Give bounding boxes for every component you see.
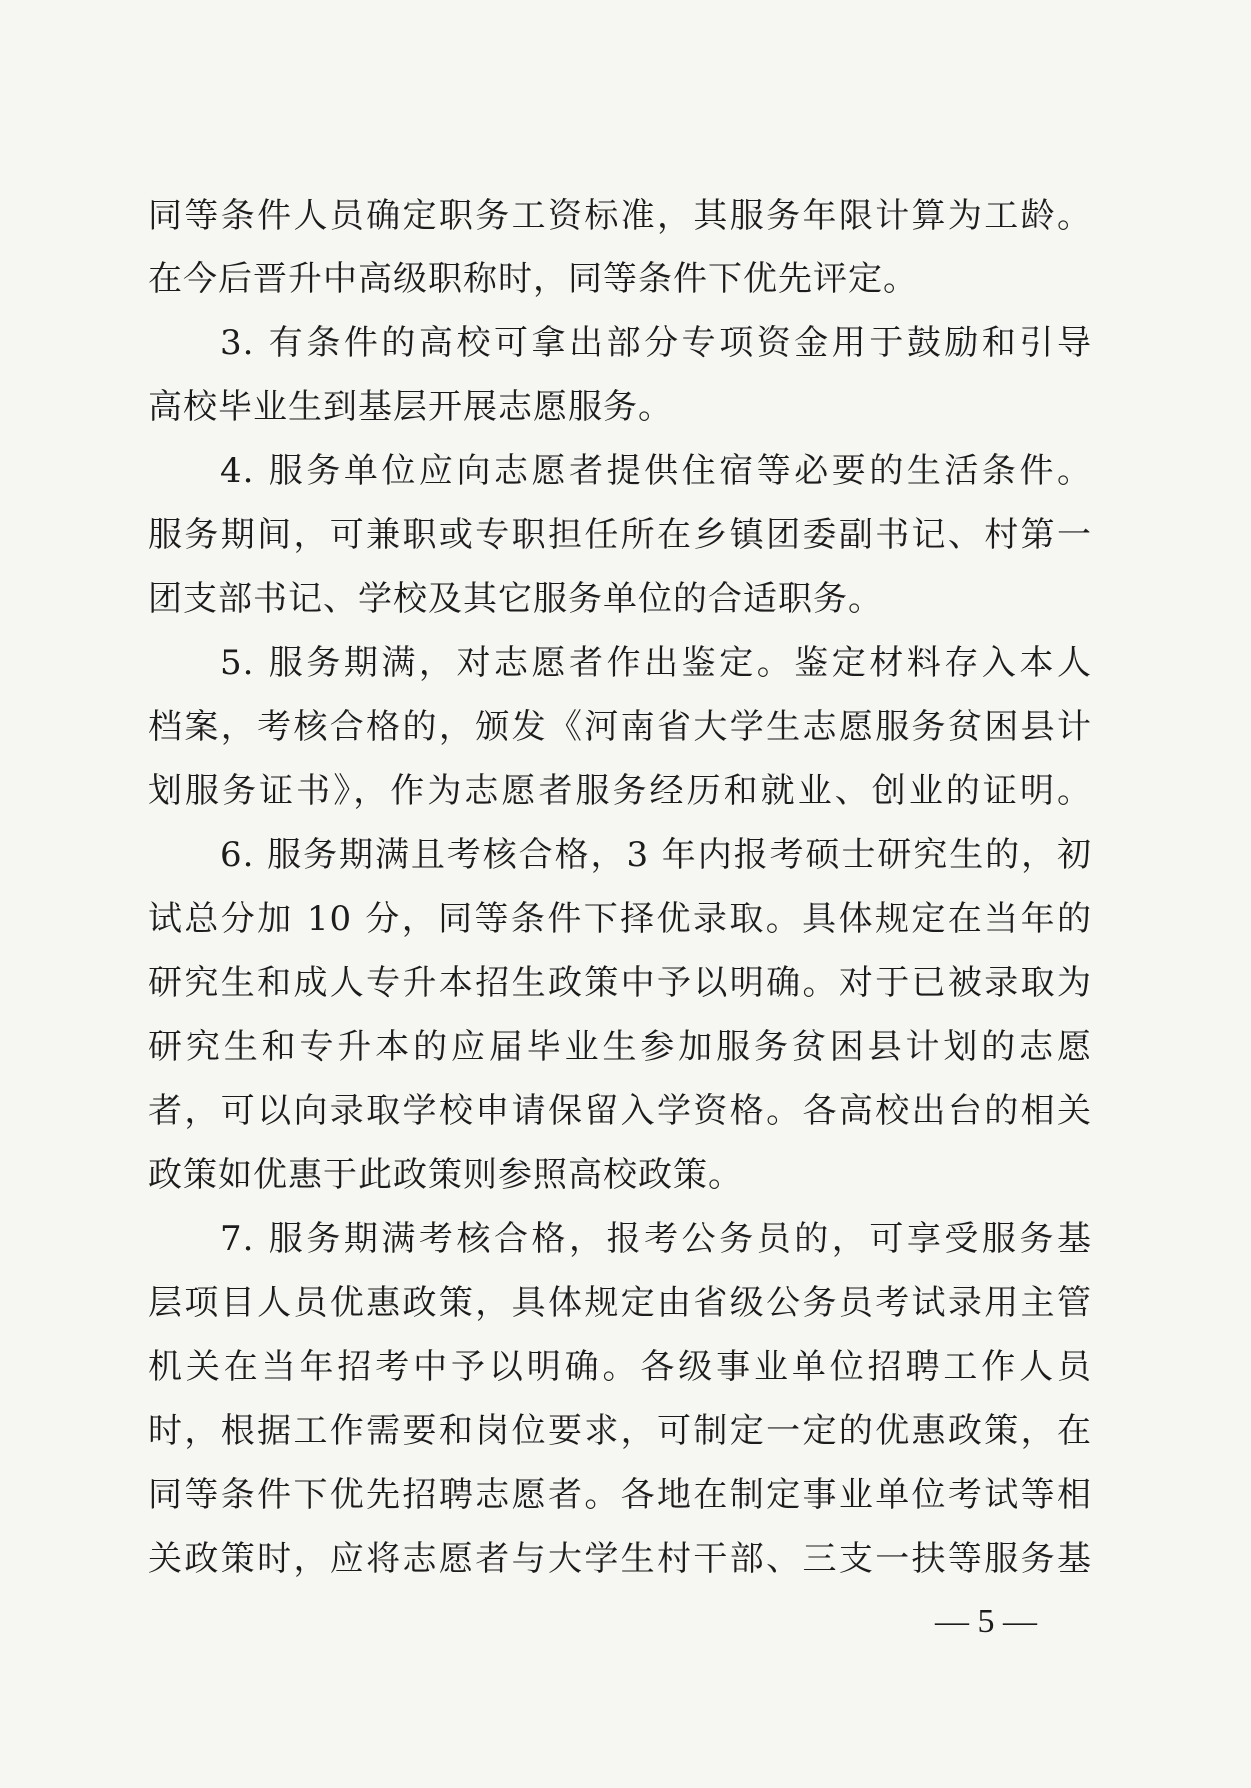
text-line-3: 3. 有条件的高校可拿出部分专项资金用于鼓励和引导 [220, 323, 1092, 363]
text-line-1: 同等条件人员确定职务工资标准，其服务年限计算为工龄。 [148, 196, 1092, 236]
text-line-6: 服务期间，可兼职或专职担任所在乡镇团委副书记、村第一 [148, 515, 1092, 555]
text-line-14: 研究生和专升本的应届毕业生参加服务贫困县计划的志愿 [148, 1027, 1092, 1067]
text-line-20: 时，根据工作需要和岗位要求，可制定一定的优惠政策，在 [148, 1411, 1092, 1451]
text-line-17: 7. 服务期满考核合格，报考公务员的，可享受服务基 [220, 1219, 1092, 1259]
text-line-2: 在今后晋升中高级职称时，同等条件下优先评定。 [148, 259, 918, 299]
text-line-8: 5. 服务期满，对志愿者作出鉴定。鉴定材料存入本人 [220, 643, 1092, 683]
text-line-12: 试总分加 10 分，同等条件下择优录取。具体规定在当年的 [148, 899, 1092, 939]
text-line-18: 层项目人员优惠政策，具体规定由省级公务员考试录用主管 [148, 1283, 1092, 1323]
text-line-15: 者，可以向录取学校申请保留入学资格。各高校出台的相关 [148, 1091, 1092, 1131]
text-line-19: 机关在当年招考中予以明确。各级事业单位招聘工作人员 [148, 1347, 1092, 1387]
text-line-21: 同等条件下优先招聘志愿者。各地在制定事业单位考试等相 [148, 1475, 1092, 1515]
text-line-10: 划服务证书》，作为志愿者服务经历和就业、创业的证明。 [148, 771, 1092, 811]
text-line-22: 关政策时，应将志愿者与大学生村干部、三支一扶等服务基 [148, 1539, 1092, 1579]
text-line-4: 高校毕业生到基层开展志愿服务。 [148, 387, 673, 427]
text-line-5: 4. 服务单位应向志愿者提供住宿等必要的生活条件。 [220, 451, 1092, 491]
text-line-13: 研究生和成人专升本招生政策中予以明确。对于已被录取为 [148, 963, 1092, 1003]
page-number: — 5 — [935, 1603, 1037, 1640]
text-line-7: 团支部书记、学校及其它服务单位的合适职务。 [148, 579, 883, 619]
text-line-9: 档案，考核合格的，颁发《河南省大学生志愿服务贫困县计 [148, 707, 1092, 747]
text-line-16: 政策如优惠于此政策则参照高校政策。 [148, 1155, 743, 1195]
text-line-11: 6. 服务期满且考核合格，3 年内报考硕士研究生的，初 [220, 835, 1092, 875]
